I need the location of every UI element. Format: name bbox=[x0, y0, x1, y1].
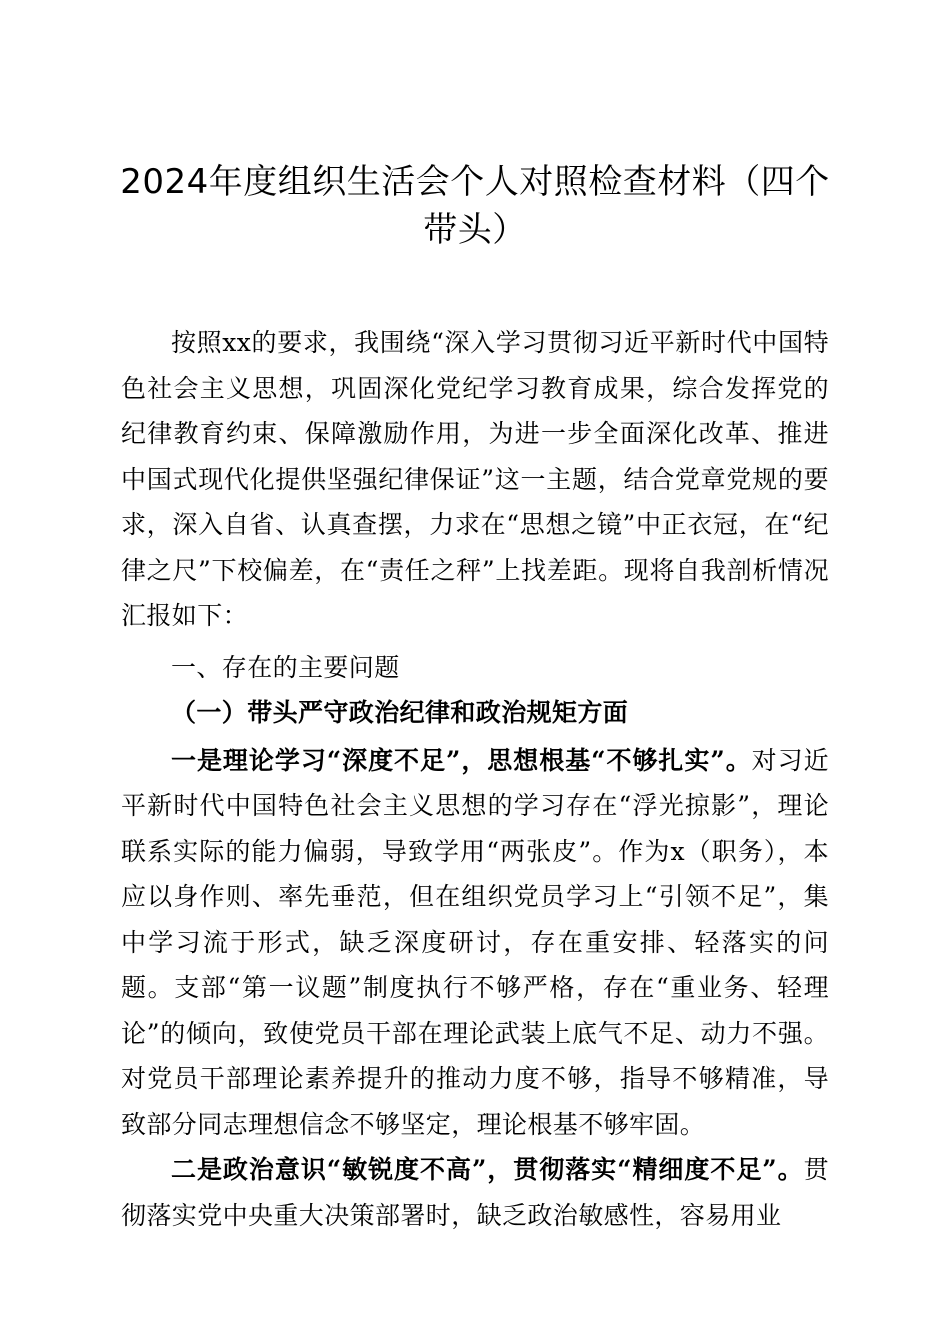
intro-paragraph: 按照xx的要求，我围绕“深入学习贯彻习近平新时代中国特色社会主义思想，巩固深化党纪学习教育成果，综合发挥党的纪律教育约束、保障激励作用，为进一步全面深化改革、推进中国式现代化提供坚强纪律保证”这一主题，结合党章党规的要求，深入自省、认真查摆，力求在“思想之镜”中正衣冠，在“纪律之尺”下校偏差，在“责任之秤”上找差距。现将自我剖析情况汇报如下： bbox=[121, 328, 829, 630]
point-1-text: 对习近平新时代中国特色社会主义思想的学习存在“浮光掠影”，理论联系实际的能力偏弱，导致学用“两张皮”。作为x（职务），本应以身作则、率先垂范，但在组织党员学习上“引领不足”，集中学习流于形式，缺乏深度研讨，存在重安排、轻落实的问题。支部“第一议题”制度执行不够严格，存在“重业务、轻理论”的倾向，致使党员干部在理论武装上底气不足、动力不强。对党员干部理论素养提升的推动力度不够，指导不够精准，导致部分同志理想信念不够坚定，理论根基不够牢固。 bbox=[121, 745, 830, 1139]
spacer bbox=[121, 639, 829, 643]
section-heading-problems: 一、存在的主要问题 bbox=[171, 652, 400, 682]
subsection-heading-political-discipline: （一）带头严守政治纪律和政治规矩方面 bbox=[171, 698, 629, 727]
point-2-lead: 二是政治意识“敏锐度不高”，贯彻落实“精细度不足”。 bbox=[171, 1155, 804, 1184]
point-2-paragraph bbox=[121, 1147, 829, 1238]
point-1-lead: 一是理论学习“深度不足”，思想根基“不够扎实”。 bbox=[171, 745, 752, 775]
document-title: 2024年度组织生活会个人对照检查材料（四个带头） bbox=[120, 162, 830, 250]
point-1-paragraph bbox=[121, 738, 829, 1148]
document-body bbox=[121, 320, 829, 1238]
point-2-text: 贯彻落实党中央重大决策部署时，缺乏政治敏感性，容易用业 bbox=[121, 1155, 829, 1230]
